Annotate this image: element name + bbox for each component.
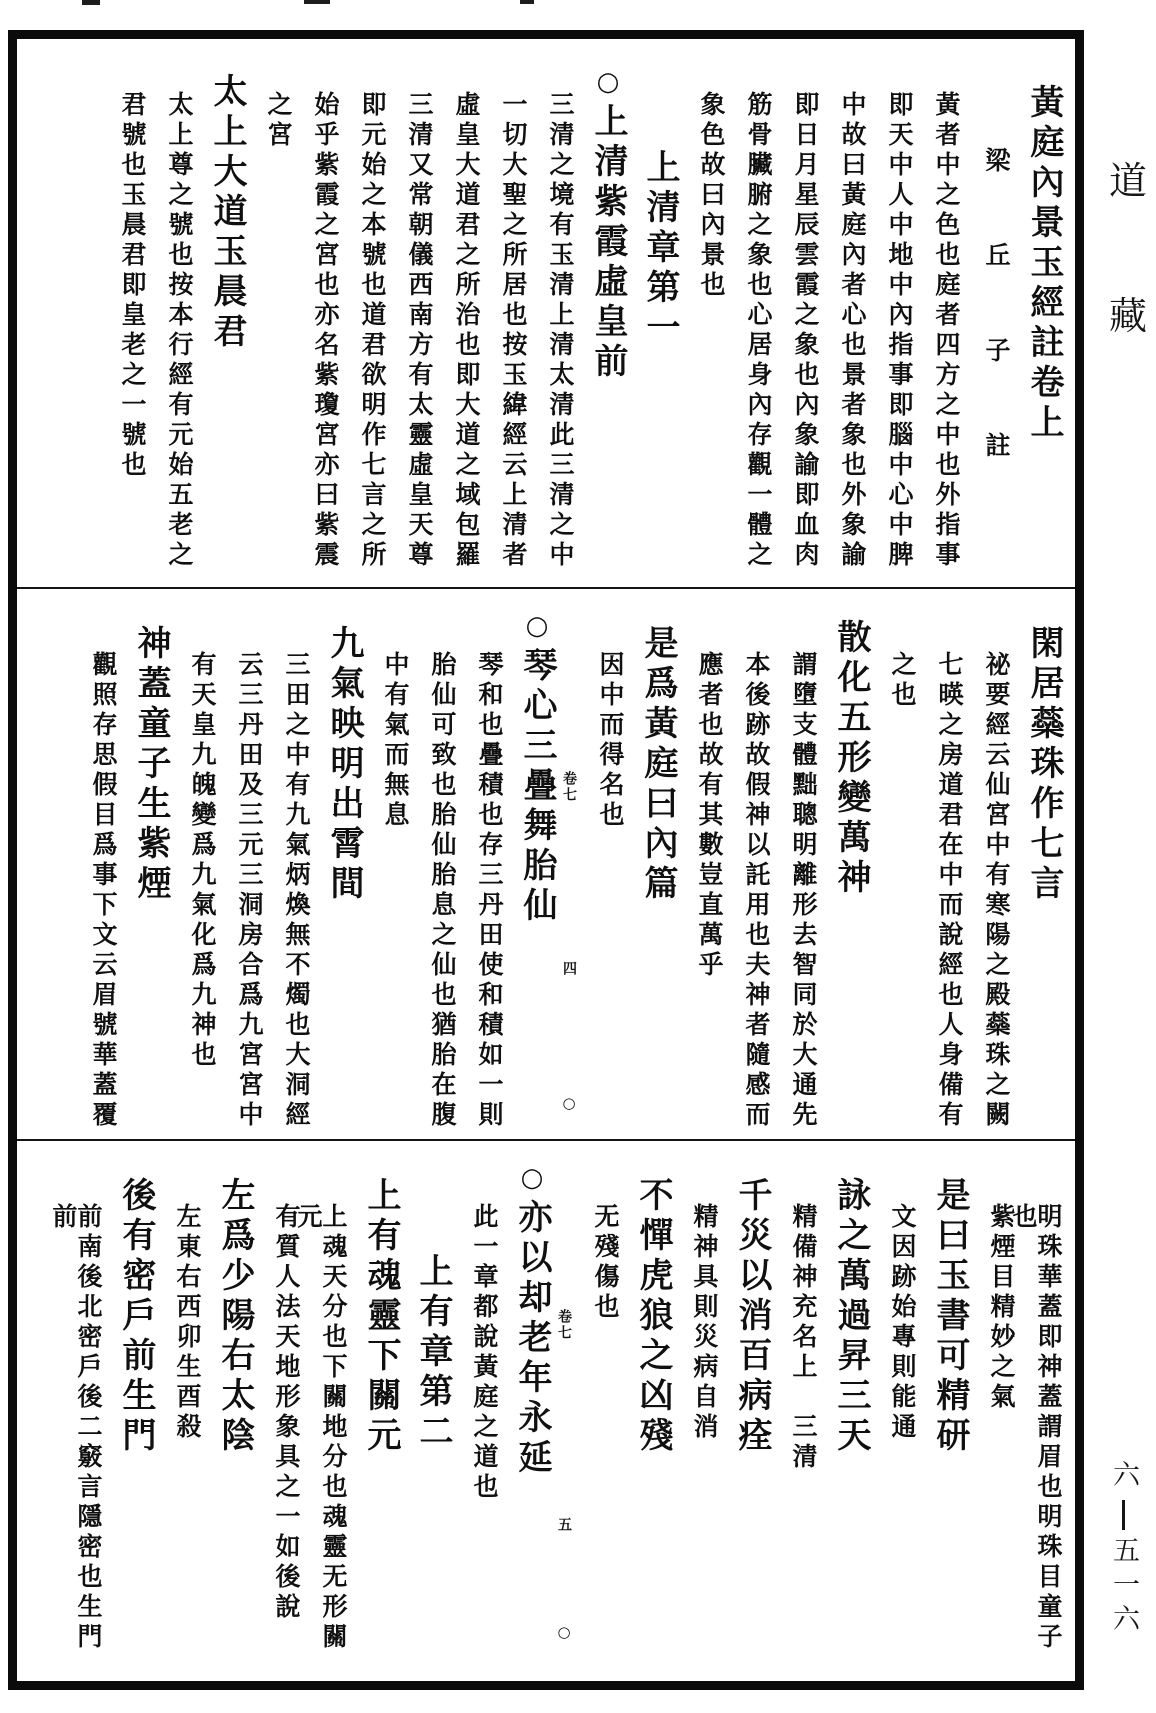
verse-column: 上有魂靈下關元: [361, 1177, 401, 1457]
collation-mark: 五: [556, 1517, 572, 1533]
scan-noise: [82, 0, 100, 5]
page-number-volume: 六: [1108, 1460, 1139, 1494]
commentary-column: 即日月星辰雲霞之象也內象諭即血肉: [791, 91, 820, 571]
commentary-column: 此一章都說黃庭之道也: [470, 1203, 499, 1503]
commentary-column: 中故曰黃庭內者心也景者象也外象諭: [838, 91, 867, 571]
verse-column: ○亦以却老年永延: [512, 1163, 552, 1479]
canon-label-zang: 藏: [1108, 294, 1147, 338]
scan-noise: [520, 0, 534, 4]
commentary-column: 始乎紫霞之宮也亦名紫瓊宮亦曰紫震: [311, 91, 340, 571]
verse-column: 太上大道玉晨君: [207, 73, 247, 353]
collation-mark: 卷七: [561, 771, 577, 803]
collation-gutter: [549, 1141, 571, 1679]
commentary-column: 左東右西卯生酉殺: [173, 1203, 202, 1443]
verse-column: ○琴心三疊舞胎仙: [517, 611, 557, 927]
commentary-column: 文因跡始專則能通: [888, 1203, 917, 1443]
commentary-column: 祕要經云仙宮中有寒陽之殿蘂珠之闕: [982, 651, 1011, 1131]
circle-mark: ○: [555, 1623, 573, 1643]
verse-column: 神蓋童子生紫煙: [131, 625, 171, 905]
canon-margin-label: [1106, 159, 1150, 338]
commentary-column: 筋骨臟腑之象也心居身內存觀一體之: [744, 91, 773, 571]
commentary-column: 應者也故有其數豈直萬乎: [695, 651, 724, 981]
commentary-column: 三清又常朝儀西南方有太靈虛皇天尊: [405, 91, 434, 571]
commentary-column: 本後跡故假神以託用也夫神者隨感而: [742, 651, 771, 1131]
circle-mark: ○: [560, 1094, 578, 1114]
verse-column: 閑居蘂珠作七言: [1024, 625, 1064, 905]
commentary-column: 即元始之本號也道君欲明作七言之所: [358, 91, 387, 571]
commentary-column: 觀照存思假目爲事下文云眉號華蓋覆: [89, 651, 118, 1131]
commentary-column: 因中而得名也: [596, 651, 625, 831]
commentary-column: 前南後北密戶後二竅言隱密也生門前: [49, 1203, 103, 1653]
verse-column: 上有章第二: [413, 1253, 453, 1453]
verse-column: ○上清紫霞虛皇前: [588, 67, 628, 383]
verse-column: 上清章第一: [640, 149, 680, 349]
commentary-column: 即天中人中地中內指事即腦中心中脾: [885, 91, 914, 571]
commentary-column: 之也: [888, 651, 917, 711]
commentary-column: 紫煙目精妙之氣: [987, 1203, 1016, 1413]
scan-noise: [304, 0, 330, 4]
author-column: 梁丘子註: [982, 147, 1011, 527]
commentary-column: 有天皇九魄變爲九氣化爲九神也: [188, 651, 217, 1071]
commentary-column: 云三丹田及三元三洞房合爲九宮宮中: [235, 651, 264, 1131]
commentary-column: 中有氣而無息: [381, 651, 410, 831]
commentary-column: 明珠華蓋即神蓋謂眉也明珠目童子也: [1009, 1203, 1063, 1653]
collation-gutter: [554, 589, 576, 1139]
verse-column: 是爲黃庭曰內篇: [638, 625, 678, 905]
page-frame: [8, 30, 1084, 1690]
commentary-column: 之宮: [264, 91, 293, 151]
register-middle: [17, 589, 1075, 1141]
verse-column: 是曰玉書可精研: [930, 1177, 970, 1457]
register-top: [17, 39, 1075, 589]
commentary-column: 謂墮支體黜聰明離形去智同於大通先: [789, 651, 818, 1131]
commentary-column: 三田之中有九氣炳煥無不燭也大洞經: [282, 651, 311, 1131]
page-number-page: 五一六: [1108, 1536, 1139, 1638]
commentary-column: 一切大聖之所居也按玉緯經云上清者: [499, 91, 528, 571]
commentary-column: 虛皇大道君之所治也即大道之域包羅: [452, 91, 481, 571]
page-number: [1110, 1460, 1137, 1638]
commentary-column: 象色故曰內景也: [697, 91, 726, 301]
collation-mark: 四: [561, 961, 577, 977]
verse-column: 九氣映明出霄間: [324, 625, 364, 905]
commentary-column: 太上尊之號也按本行經有元始五老之: [165, 91, 194, 571]
register-bottom: [17, 1141, 1075, 1679]
collation-mark: 卷七: [556, 1309, 572, 1341]
title-column: 黃庭內景玉經註卷上: [1024, 84, 1064, 444]
commentary-column: 精備神充名上 三清: [789, 1203, 818, 1473]
commentary-column: 三清之境有玉清上清太清此三清之中: [546, 91, 575, 571]
commentary-column: 君號也玉晨君即皇老之一號也: [118, 91, 147, 481]
commentary-column: 上魂天分也下關地分也魂靈无形關元: [294, 1203, 348, 1653]
page-number-dash-icon: [1122, 1500, 1125, 1530]
commentary-column: 琴和也疊積也存三丹田使和積如一則: [475, 651, 504, 1131]
verse-column: 不憚虎狼之凶殘: [633, 1177, 673, 1457]
verse-column: 詠之萬過昇三天: [831, 1177, 871, 1457]
commentary-column: 胎仙可致也胎仙胎息之仙也猶胎在腹: [428, 651, 457, 1131]
commentary-column: 有質人法天地形象具之一如後說: [272, 1203, 301, 1623]
commentary-column: 黃者中之色也庭者四方之中也外指事: [932, 91, 961, 571]
verse-column: 千災以消百病痊: [732, 1177, 772, 1457]
commentary-column: 七暎之房道君在中而說經也人身備有: [935, 651, 964, 1131]
commentary-column: 精神具則災病自消: [690, 1203, 719, 1443]
verse-column: 後有密戶前生門: [116, 1177, 156, 1457]
verse-column: 散化五形變萬神: [831, 619, 871, 899]
verse-column: 左爲少陽右太陰: [215, 1177, 255, 1457]
commentary-column: 无殘傷也: [591, 1203, 620, 1323]
canon-label-dao: 道: [1108, 159, 1147, 203]
